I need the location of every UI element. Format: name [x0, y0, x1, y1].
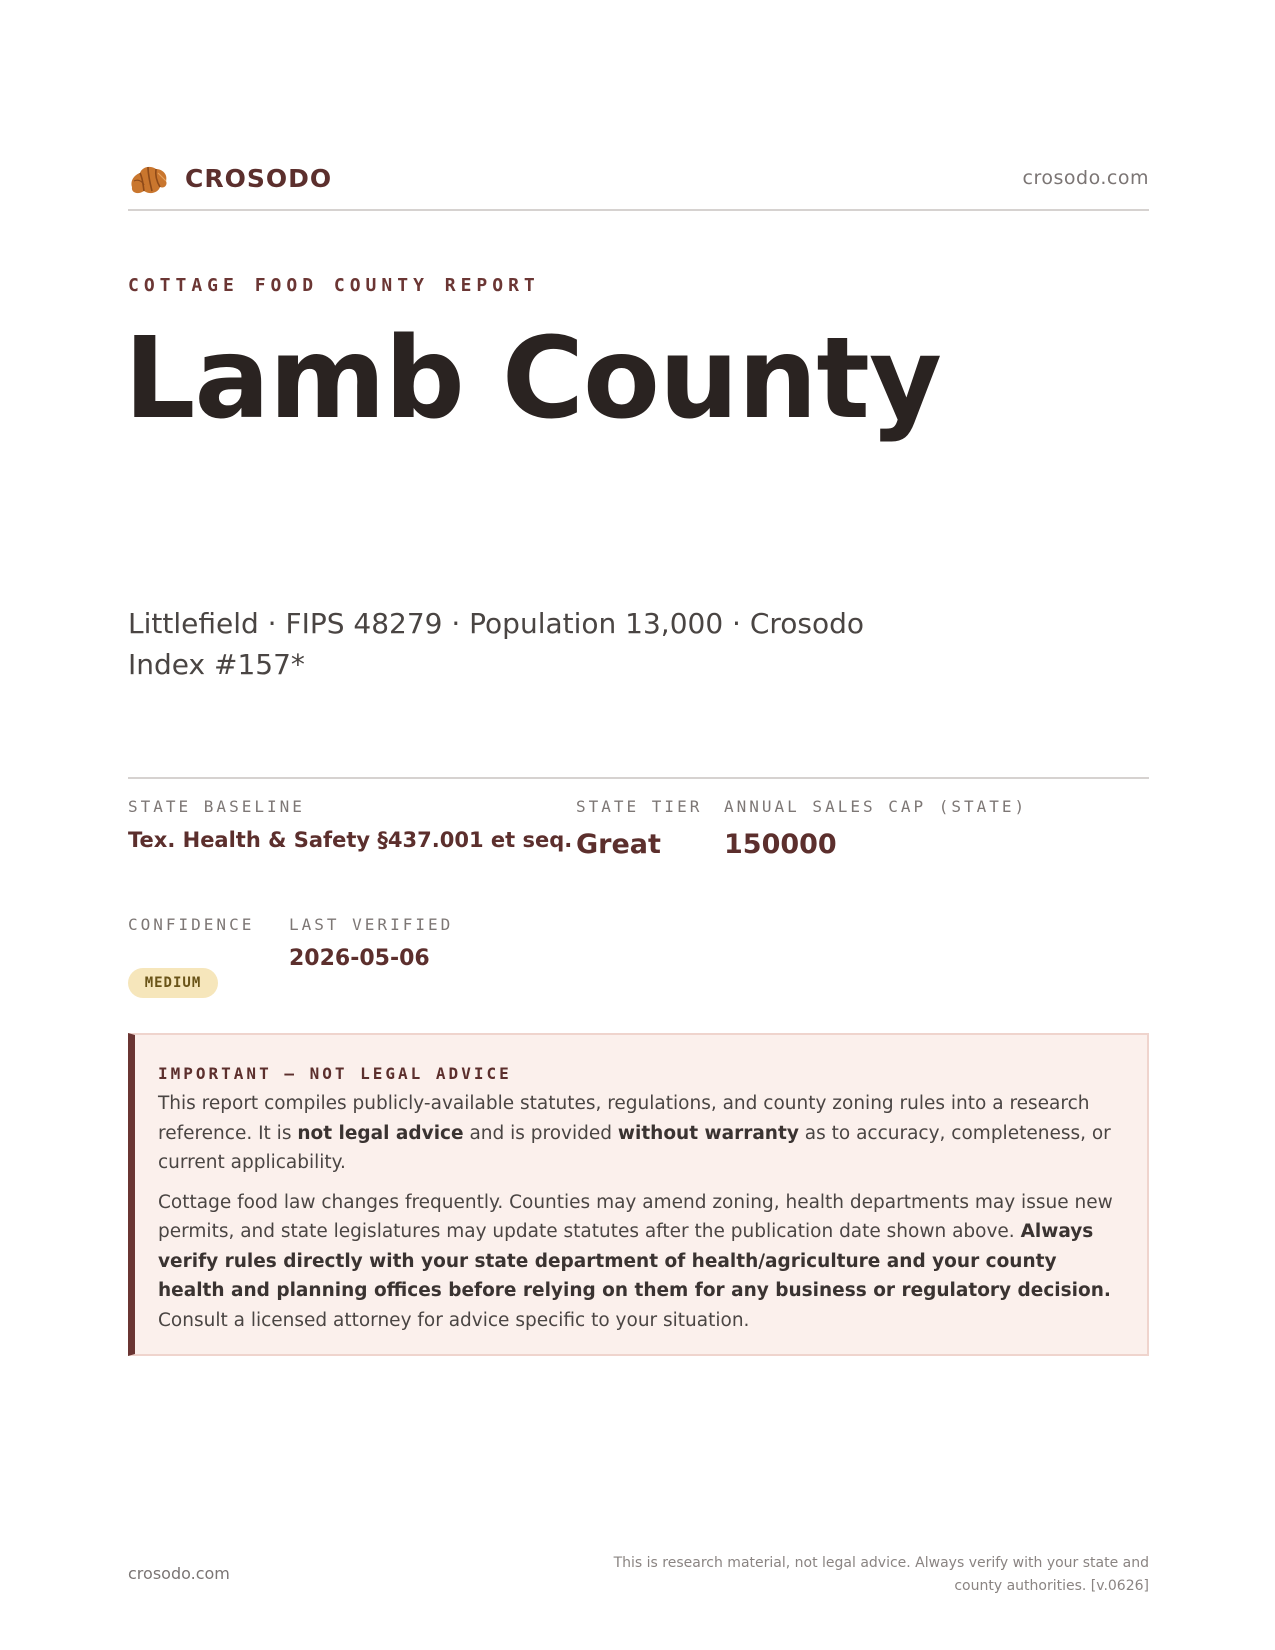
state-baseline-label: STATE BASELINE	[128, 797, 305, 816]
disclaimer-body	[158, 1089, 1128, 1335]
last-verified-label: LAST VERIFIED	[289, 915, 454, 934]
report-page	[124, 0, 1149, 1650]
county-summary: Littlefield · FIPS 48279 · Population 13,000 · Crosodo Index #157*	[128, 607, 865, 681]
page-title: Lamb County	[124, 314, 941, 444]
sales-cap-value: 150000	[724, 829, 837, 860]
state-tier-label: STATE TIER	[576, 797, 703, 816]
footer-disclaimer: This is research material, not legal advice. Always verify with your state and county authorities. [v.0626]	[613, 1555, 1149, 1594]
page-header	[128, 157, 1149, 211]
legal-disclaimer	[128, 1033, 1149, 1356]
report-eyebrow: COTTAGE FOOD COUNTY REPORT	[128, 275, 540, 296]
footer-url[interactable]: crosodo.com	[128, 1564, 230, 1583]
state-tier-value: Great	[576, 829, 661, 860]
site-url[interactable]: crosodo.com	[1022, 167, 1149, 189]
brand-name: CROSODO	[185, 164, 333, 193]
confidence-badge: MEDIUM	[128, 968, 218, 998]
croissant-icon	[128, 161, 170, 199]
disclaimer-paragraph	[158, 1089, 1128, 1178]
disclaimer-text: and is provided	[463, 1122, 618, 1144]
disclaimer-text: as to accuracy, completeness, or current applicability.	[158, 1122, 1111, 1173]
disclaimer-text: Cottage food law changes frequently. Counties may amend zoning, health departments may issue new permits, and state legislatures may update statutes after the publication date shown above.	[158, 1191, 1113, 1242]
disclaimer-emphasis: without warranty	[617, 1122, 799, 1144]
disclaimer-text: Consult a licensed attorney for advice specific to your situation.	[158, 1309, 750, 1331]
state-baseline-value: Tex. Health & Safety §437.001 et seq.	[128, 828, 573, 852]
disclaimer-emphasis: Always verify rules directly with your state department of health/agriculture and your county health and planning offices before relying on them for any business or regulatory decision.	[158, 1221, 1111, 1301]
disclaimer-title: IMPORTANT — NOT LEGAL ADVICE	[158, 1064, 512, 1083]
last-verified-value: 2026-05-06	[289, 946, 430, 971]
confidence-label: CONFIDENCE	[128, 915, 255, 934]
disclaimer-text: This report compiles publicly-available statutes, regulations, and county zoning rules into a research reference. It is	[158, 1093, 1090, 1144]
disclaimer-paragraph	[158, 1188, 1128, 1336]
sales-cap-label: ANNUAL SALES CAP (STATE)	[724, 797, 1028, 816]
disclaimer-emphasis: not legal advice	[297, 1122, 464, 1144]
section-divider	[128, 777, 1149, 779]
